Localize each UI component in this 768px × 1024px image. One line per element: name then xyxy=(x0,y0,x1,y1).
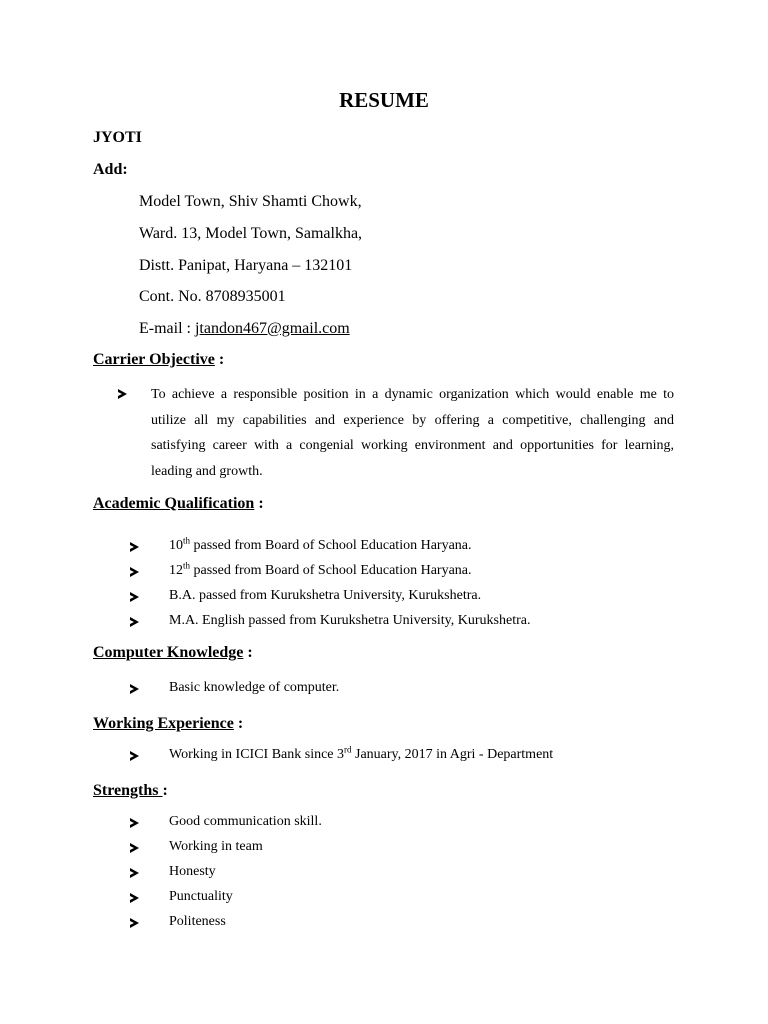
arrow-bullet-icon xyxy=(130,818,139,828)
list-item: M.A. English passed from Kurukshetra University, Kurukshetra. xyxy=(169,613,531,628)
item-superscript: th xyxy=(183,535,191,546)
heading-colon: : xyxy=(243,644,253,661)
strengths-heading: Strengths xyxy=(93,782,163,799)
list-item xyxy=(169,744,554,763)
arrow-bullet-icon xyxy=(130,617,139,627)
arrow-bullet-icon xyxy=(130,592,139,602)
heading-colon: : xyxy=(233,715,244,732)
arrow-bullet-icon xyxy=(130,567,139,577)
academic-heading: Academic Qualification xyxy=(93,495,255,512)
address-line: Distt. Panipat, Haryana – 132101 xyxy=(139,257,353,274)
page-title: RESUME xyxy=(339,88,429,112)
item-text: January, 2017 in Agri - Department xyxy=(351,747,554,762)
address-line: Model Town, Shiv Shamti Chowk, xyxy=(139,193,362,210)
item-text: Working in ICICI Bank since 3 xyxy=(169,747,345,762)
arrow-bullet-icon xyxy=(130,918,139,928)
list-item xyxy=(169,535,472,554)
experience-heading: Working Experience xyxy=(93,715,234,732)
list-item: Honesty xyxy=(169,864,216,879)
list-item xyxy=(169,560,472,579)
list-item: Basic knowledge of computer. xyxy=(169,680,340,695)
heading-colon: : xyxy=(254,495,264,512)
section-heading-objective xyxy=(93,351,224,369)
list-item: B.A. passed from Kurukshetra University, Kurukshetra. xyxy=(169,588,482,603)
arrow-bullet-icon xyxy=(130,751,139,761)
heading-colon: : xyxy=(214,351,225,368)
objective-heading: Carrier Objective xyxy=(93,351,215,368)
address-label: Add: xyxy=(93,161,128,178)
email-label: E-mail : xyxy=(139,320,195,337)
objective-text: To achieve a responsible position in a dynamic organization which would enable me to utilize all my capabilities and experience by offering a competitive, challenging and satisfying career with a congenial working environment and opportunities for learning, leading and growth. xyxy=(151,387,674,479)
section-heading-strengths xyxy=(93,782,168,800)
candidate-name: JYOTI xyxy=(93,129,142,146)
heading-colon: : xyxy=(162,782,168,799)
arrow-bullet-icon xyxy=(130,868,139,878)
item-text: 10 xyxy=(169,538,183,553)
arrow-bullet-icon xyxy=(130,893,139,903)
arrow-bullet-icon xyxy=(130,843,139,853)
list-item: Good communication skill. xyxy=(169,814,322,829)
email-line xyxy=(139,320,350,338)
item-text: 12 xyxy=(169,563,183,578)
list-item: Punctuality xyxy=(169,889,233,904)
section-heading-academic xyxy=(93,495,264,513)
section-heading-experience xyxy=(93,715,243,733)
arrow-bullet-icon xyxy=(130,684,139,694)
item-superscript: th xyxy=(183,560,191,571)
email-link[interactable]: jtandon467@gmail.com xyxy=(194,320,350,337)
address-line: Ward. 13, Model Town, Samalkha, xyxy=(139,225,363,242)
computer-heading: Computer Knowledge xyxy=(93,644,244,661)
list-item: Politeness xyxy=(169,914,226,929)
contact-number: Cont. No. 8708935001 xyxy=(139,288,286,305)
list-item: Working in team xyxy=(169,839,263,854)
item-text: passed from Board of School Education Haryana. xyxy=(190,538,472,553)
section-heading-computer xyxy=(93,644,253,662)
item-superscript: rd xyxy=(344,744,352,755)
arrow-bullet-icon xyxy=(118,389,127,399)
arrow-bullet-icon xyxy=(130,542,139,552)
item-text: passed from Board of School Education Haryana. xyxy=(190,563,472,578)
